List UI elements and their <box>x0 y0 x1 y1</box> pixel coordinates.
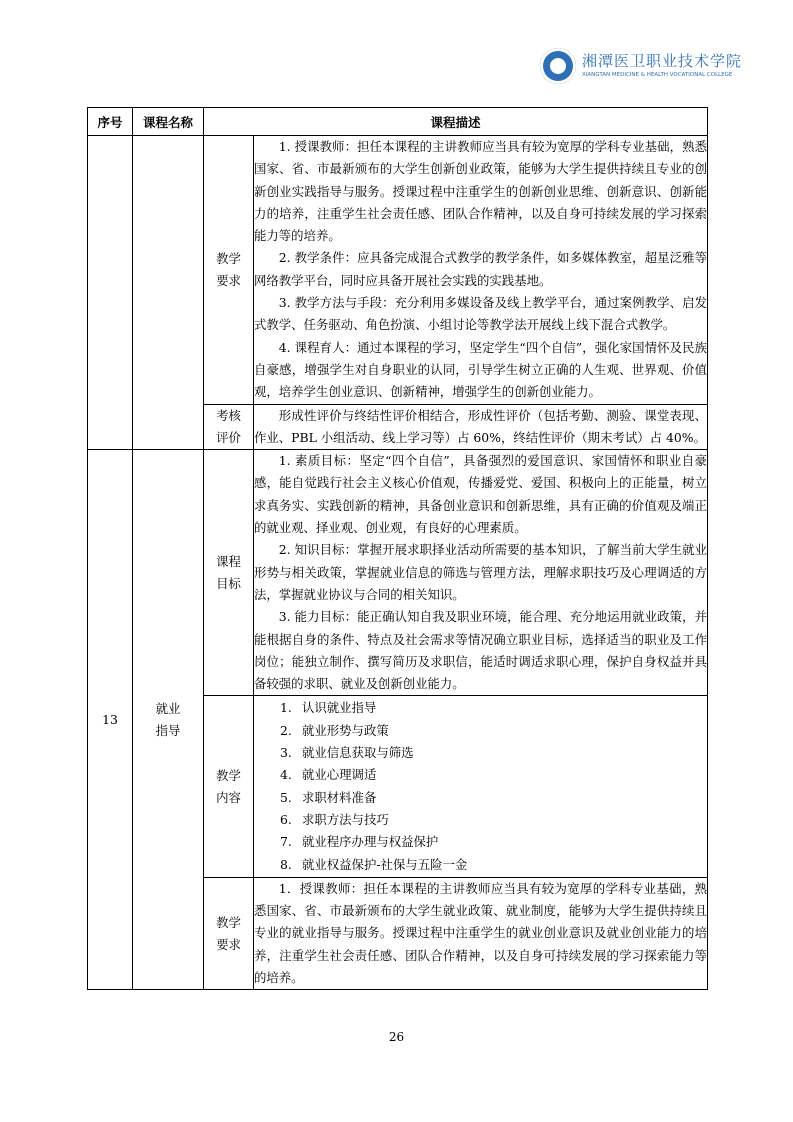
logo-chinese-name: 湘潭医卫职业技术学院 <box>582 52 743 70</box>
paragraph: 1．授课教师：担任本课程的主讲教师应当具有较为宽厚的学科专业基础，熟悉国家、省、市最新颁布的大学生就业政策、就业制度，能够为大学生提供持续且专业的就业指导与服务。授课过程中注重学生的就业创业意识及就业创业能力的培养，注重学生社会责任感、团队合作精神，以及自身可持续发展的学习探索能力等的培养。 <box>254 880 708 985</box>
list-item: 2. 就业形势与政策 <box>280 722 389 738</box>
college-logo <box>540 44 743 90</box>
assessment-content <box>254 404 708 450</box>
paragraph: 2. 知识目标：掌握开展求职择业活动所需要的基本知识，了解当前大学生就业形势与相关政策，掌握就业信息的筛选与管理方法，理解求职技巧及心理调适的方法，掌握就业协议与合同的相关知识。 <box>254 542 708 602</box>
course-name-cell: 就业指导 <box>133 450 204 990</box>
header-course-name: 课程名称 <box>133 108 204 136</box>
college-seal-icon <box>540 48 576 84</box>
content-label: 教学内容 <box>204 696 254 877</box>
teaching-req-content-1 <box>254 136 708 405</box>
paragraph: 1. 授课教师：担任本课程的主讲教师应当具有较为宽厚的学科专业基础，熟悉国家、省、市最新颁布的大学生创新创业政策，能够为大学生提供持续且专业的创新创业实践指导与服务。授课过程中注重学生的创新创业思维、创新意识、创新能力的培养，注重学生社会责任感、团队合作精神，以及自身可持续发展的学习探索能力等的培养。 <box>254 139 708 244</box>
table-row <box>88 136 708 405</box>
logo-english-name: XIANGTAN MEDICINE & HEALTH VOCATIONAL COLLEGE <box>582 72 733 78</box>
assessment-label: 考核评价 <box>204 404 254 450</box>
page-number: 26 <box>388 1030 405 1044</box>
teaching-req-content-2 <box>254 877 708 989</box>
list-item: 3. 就业信息获取与筛选 <box>280 745 414 761</box>
paragraph: 1. 素质目标：坚定“四个自信”，具备强烈的爱国意识、家国情怀和职业自豪感，能自觉践行社会主义核心价值观，传播爱党、爱国、积极向上的正能量，树立求真务实、实践创新的精神，具备创业意识和创新思维，具有正确的价值观及端正的就业观、择业观、创业观，有良好的心理素质。 <box>254 453 708 536</box>
list-item: 1. 认识就业指导 <box>280 700 377 716</box>
paragraph: 2. 教学条件：应具备完成混合式教学的教学条件，如多媒体教室，超星泛雅等网络教学平台，同时应具备开展社会实践的实践基地。 <box>254 250 708 288</box>
objectives-label: 课程目标 <box>204 450 254 696</box>
paragraph: 3. 能力目标：能正确认知自我及职业环境，能合理、充分地运用就业政策，并能根据自身的条件、特点及社会需求等情况确立职业目标，选择适当的职业及工作岗位；能独立制作、撰写简历及求职信，能适时调适求职心理，保护自身权益并具备较强的求职、就业及创新创业能力。 <box>254 609 708 692</box>
list-item: 6. 求职方法与技巧 <box>280 811 389 827</box>
list-item: 8. 就业权益保护-社保与五险一金 <box>280 856 468 872</box>
teaching-req-label-2: 教学要求 <box>204 877 254 989</box>
content-list <box>254 697 707 875</box>
teaching-req-label-1: 教学要求 <box>204 136 254 405</box>
list-item: 7. 就业程序办理与权益保护 <box>280 834 439 850</box>
paragraph: 4. 课程育人：通过本课程的学习，坚定学生“四个自信”，强化家国情怀及民族自豪感，增强学生对自身职业的认同，引导学生树立正确的人生观、世界观、价值观，培养学生创业意识、创新精神，增强学生的创新创业能力。 <box>254 339 708 400</box>
paragraph: 形成性评价与终结性评价相结合，形成性评价（包括考勤、测验、课堂表现、作业、PBL 小组活动、线上学习等）占 60%，终结性评价（期末考试）占 40%。 <box>254 407 708 445</box>
content-list-cell <box>254 696 708 877</box>
seq-cell: 13 <box>88 450 133 990</box>
course-table <box>87 107 708 990</box>
header-seq: 序号 <box>88 108 133 136</box>
list-item: 4. 就业心理调适 <box>280 767 377 783</box>
header-course-desc: 课程描述 <box>204 108 708 136</box>
table-row <box>88 450 708 696</box>
paragraph: 3. 教学方法与手段：充分利用多媒设备及线上教学平台，通过案例教学、启发式教学、任务驱动、角色扮演、小组讨论等教学法开展线上线下混合式教学。 <box>254 295 708 333</box>
table-header-row <box>88 108 708 136</box>
objectives-content <box>254 450 708 696</box>
list-item: 5. 求职材料准备 <box>280 789 377 805</box>
course-name-cell-empty <box>133 136 204 450</box>
seq-cell-empty <box>88 136 133 450</box>
